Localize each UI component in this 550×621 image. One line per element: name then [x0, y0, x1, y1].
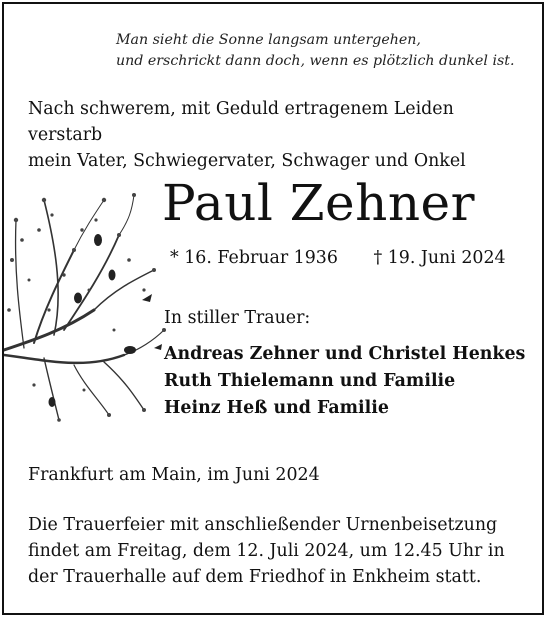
life-dates [170, 246, 506, 270]
deceased-name: Paul Zehner [162, 174, 476, 232]
death-date: † 19. Juni 2024 [373, 248, 506, 268]
intro-text [28, 96, 528, 174]
mourners-list [164, 341, 525, 422]
mourner-2: Ruth Thielemann und Familie [164, 371, 456, 391]
intro-line-2: mein Vater, Schwiegervater, Schwager und Onkel [28, 151, 466, 171]
service-line-3: der Trauerhalle auf dem Friedhof in Enkheim statt. [28, 567, 482, 587]
quote-line-1: Man sieht die Sonne langsam untergehen, [116, 32, 421, 48]
quote-line-2: und erschrickt dann doch, wenn es plötzlich dunkel ist. [116, 53, 515, 69]
birth-date: * 16. Februar 1936 [170, 248, 338, 268]
service-line-2: findet am Freitag, dem 12. Juli 2024, um 12.45 Uhr in [28, 541, 505, 561]
place-date: Frankfurt am Main, im Juni 2024 [28, 465, 320, 485]
intro-line-1: Nach schwerem, mit Geduld ertragenem Leiden verstarb [28, 99, 454, 145]
service-line-1: Die Trauerfeier mit anschließender Urnenbeisetzung [28, 515, 498, 535]
mourning-label: In stiller Trauer: [164, 308, 311, 328]
funeral-service-info [28, 512, 528, 590]
mourner-1: Andreas Zehner und Christel Henkes [164, 344, 526, 364]
tree-with-birds-icon [4, 180, 169, 425]
epigraph-quote [116, 30, 526, 72]
mourner-3: Heinz Heß und Familie [164, 398, 389, 418]
